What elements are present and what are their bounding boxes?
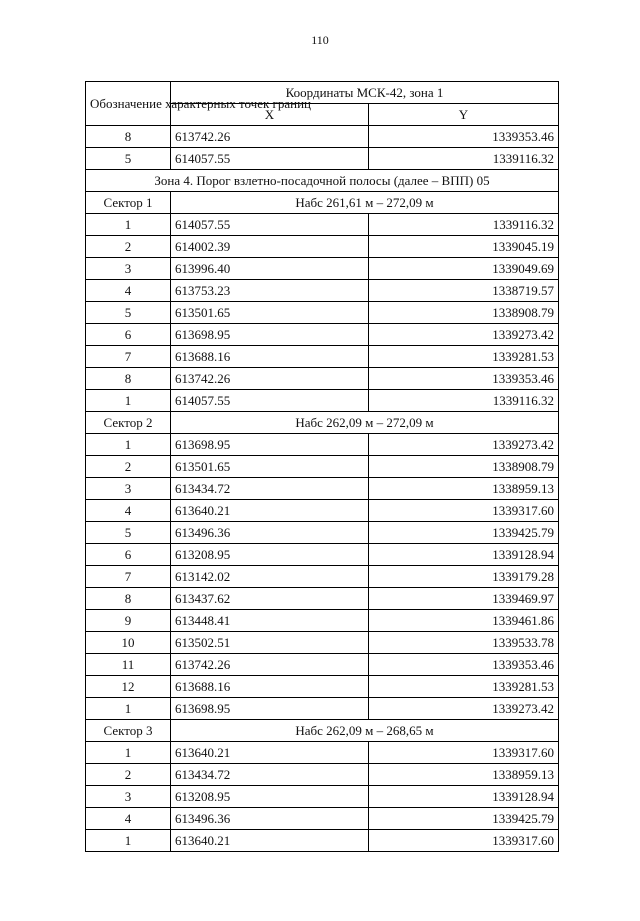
table-row — [86, 280, 559, 302]
point-number-cell: 1 — [86, 390, 171, 412]
y-coordinate-cell: 1339045.19 — [369, 236, 559, 258]
table-row — [86, 522, 559, 544]
y-coordinate-cell: 1339425.79 — [369, 522, 559, 544]
y-coordinate-cell: 1338959.13 — [369, 764, 559, 786]
table-row — [86, 346, 559, 368]
sector-name: Сектор 1 — [86, 192, 171, 214]
coordinates-table-body — [86, 82, 559, 852]
point-number-cell: 10 — [86, 632, 171, 654]
y-coordinate-cell: 1339281.53 — [369, 346, 559, 368]
y-coordinate-cell: 1339116.32 — [369, 390, 559, 412]
x-coordinate-cell: 613208.95 — [171, 544, 369, 566]
x-coordinate-cell: 613688.16 — [171, 346, 369, 368]
y-coordinate-cell: 1339353.46 — [369, 368, 559, 390]
y-header: Y — [369, 104, 559, 126]
point-number-cell: 4 — [86, 500, 171, 522]
x-coordinate-cell: 614057.55 — [171, 148, 369, 170]
table-row — [86, 126, 559, 148]
x-coordinate-cell: 613996.40 — [171, 258, 369, 280]
x-coordinate-cell: 613698.95 — [171, 434, 369, 456]
point-number-cell: 8 — [86, 368, 171, 390]
point-number-cell: 8 — [86, 588, 171, 610]
point-number-cell: 12 — [86, 676, 171, 698]
table-row — [86, 632, 559, 654]
x-coordinate-cell: 613501.65 — [171, 302, 369, 324]
x-coordinate-cell: 613142.02 — [171, 566, 369, 588]
x-coordinate-cell: 613502.51 — [171, 632, 369, 654]
table-row — [86, 764, 559, 786]
table-row — [86, 258, 559, 280]
sector-height-range: Набс 261,61 м – 272,09 м — [171, 192, 559, 214]
y-coordinate-cell: 1339049.69 — [369, 258, 559, 280]
x-coordinate-cell: 613448.41 — [171, 610, 369, 632]
y-coordinate-cell: 1339273.42 — [369, 324, 559, 346]
table-row — [86, 236, 559, 258]
point-number-cell: 6 — [86, 544, 171, 566]
point-number-cell: 3 — [86, 786, 171, 808]
point-number-cell: 11 — [86, 654, 171, 676]
y-coordinate-cell: 1339353.46 — [369, 654, 559, 676]
table-row — [86, 786, 559, 808]
table-row — [86, 544, 559, 566]
table-row — [86, 742, 559, 764]
sector-header-row — [86, 720, 559, 742]
x-coordinate-cell: 613496.36 — [171, 808, 369, 830]
point-number-cell: 7 — [86, 346, 171, 368]
x-coordinate-cell: 613640.21 — [171, 830, 369, 852]
x-coordinate-cell: 613640.21 — [171, 742, 369, 764]
table-row — [86, 500, 559, 522]
sector-header-row — [86, 192, 559, 214]
designation-header: Обозначение характерных точек границ — [86, 82, 171, 126]
point-number-cell: 3 — [86, 478, 171, 500]
y-coordinate-cell: 1338719.57 — [369, 280, 559, 302]
y-coordinate-cell: 1339533.78 — [369, 632, 559, 654]
x-coordinate-cell: 613640.21 — [171, 500, 369, 522]
y-coordinate-cell: 1339317.60 — [369, 742, 559, 764]
point-number-cell: 2 — [86, 236, 171, 258]
point-number-cell: 1 — [86, 742, 171, 764]
y-coordinate-cell: 1339425.79 — [369, 808, 559, 830]
y-coordinate-cell: 1339128.94 — [369, 544, 559, 566]
coordinates-table — [85, 81, 559, 852]
point-number-cell: 1 — [86, 434, 171, 456]
y-coordinate-cell: 1339461.86 — [369, 610, 559, 632]
table-row — [86, 676, 559, 698]
point-number-cell: 1 — [86, 214, 171, 236]
point-number-cell: 5 — [86, 148, 171, 170]
table-row — [86, 566, 559, 588]
y-coordinate-cell: 1339353.46 — [369, 126, 559, 148]
point-number-cell: 2 — [86, 456, 171, 478]
y-coordinate-cell: 1339128.94 — [369, 786, 559, 808]
table-row — [86, 368, 559, 390]
sector-header-row — [86, 412, 559, 434]
x-coordinate-cell: 614002.39 — [171, 236, 369, 258]
point-number-cell: 4 — [86, 280, 171, 302]
x-coordinate-cell: 613698.95 — [171, 324, 369, 346]
x-coordinate-cell: 613688.16 — [171, 676, 369, 698]
x-coordinate-cell: 613698.95 — [171, 698, 369, 720]
page-number: 110 — [311, 33, 329, 47]
y-coordinate-cell: 1339273.42 — [369, 434, 559, 456]
x-coordinate-cell: 613753.23 — [171, 280, 369, 302]
x-coordinate-cell: 613742.26 — [171, 654, 369, 676]
table-header-row — [86, 82, 559, 104]
x-coordinate-cell: 613496.36 — [171, 522, 369, 544]
y-coordinate-cell: 1339179.28 — [369, 566, 559, 588]
y-coordinate-cell: 1339116.32 — [369, 214, 559, 236]
point-number-cell: 2 — [86, 764, 171, 786]
x-coordinate-cell: 613434.72 — [171, 478, 369, 500]
table-row — [86, 588, 559, 610]
table-row — [86, 478, 559, 500]
table-row — [86, 302, 559, 324]
point-number-cell: 5 — [86, 302, 171, 324]
table-row — [86, 148, 559, 170]
x-coordinate-cell: 613742.26 — [171, 368, 369, 390]
y-coordinate-cell: 1339116.32 — [369, 148, 559, 170]
y-coordinate-cell: 1339469.97 — [369, 588, 559, 610]
y-coordinate-cell: 1338908.79 — [369, 302, 559, 324]
sector-height-range: Набс 262,09 м – 268,65 м — [171, 720, 559, 742]
y-coordinate-cell: 1339317.60 — [369, 830, 559, 852]
x-coordinate-cell: 614057.55 — [171, 390, 369, 412]
point-number-cell: 4 — [86, 808, 171, 830]
table-row — [86, 808, 559, 830]
table-row — [86, 456, 559, 478]
table-row — [86, 654, 559, 676]
x-header: X — [171, 104, 369, 126]
point-number-cell: 3 — [86, 258, 171, 280]
table-row — [86, 610, 559, 632]
y-coordinate-cell: 1339273.42 — [369, 698, 559, 720]
point-number-cell: 6 — [86, 324, 171, 346]
y-coordinate-cell: 1338908.79 — [369, 456, 559, 478]
sector-name: Сектор 2 — [86, 412, 171, 434]
point-number-cell: 7 — [86, 566, 171, 588]
table-row — [86, 698, 559, 720]
x-coordinate-cell: 613501.65 — [171, 456, 369, 478]
x-coordinate-cell: 614057.55 — [171, 214, 369, 236]
table-row — [86, 390, 559, 412]
sector-height-range: Набс 262,09 м – 272,09 м — [171, 412, 559, 434]
table-row — [86, 830, 559, 852]
y-coordinate-cell: 1339281.53 — [369, 676, 559, 698]
point-number-cell: 1 — [86, 698, 171, 720]
zone-title: Зона 4. Порог взлетно-посадочной полосы (далее – ВПП) 05 — [86, 170, 559, 192]
x-coordinate-cell: 613208.95 — [171, 786, 369, 808]
point-number-cell: 9 — [86, 610, 171, 632]
point-number-cell: 5 — [86, 522, 171, 544]
x-coordinate-cell: 613437.62 — [171, 588, 369, 610]
coordinates-header: Координаты МСК-42, зона 1 — [171, 82, 559, 104]
y-coordinate-cell: 1339317.60 — [369, 500, 559, 522]
point-number-cell: 1 — [86, 830, 171, 852]
table-row — [86, 434, 559, 456]
table-row — [86, 324, 559, 346]
x-coordinate-cell: 613742.26 — [171, 126, 369, 148]
x-coordinate-cell: 613434.72 — [171, 764, 369, 786]
y-coordinate-cell: 1338959.13 — [369, 478, 559, 500]
sector-name: Сектор 3 — [86, 720, 171, 742]
point-number-cell: 8 — [86, 126, 171, 148]
zone-title-row — [86, 170, 559, 192]
table-row — [86, 214, 559, 236]
